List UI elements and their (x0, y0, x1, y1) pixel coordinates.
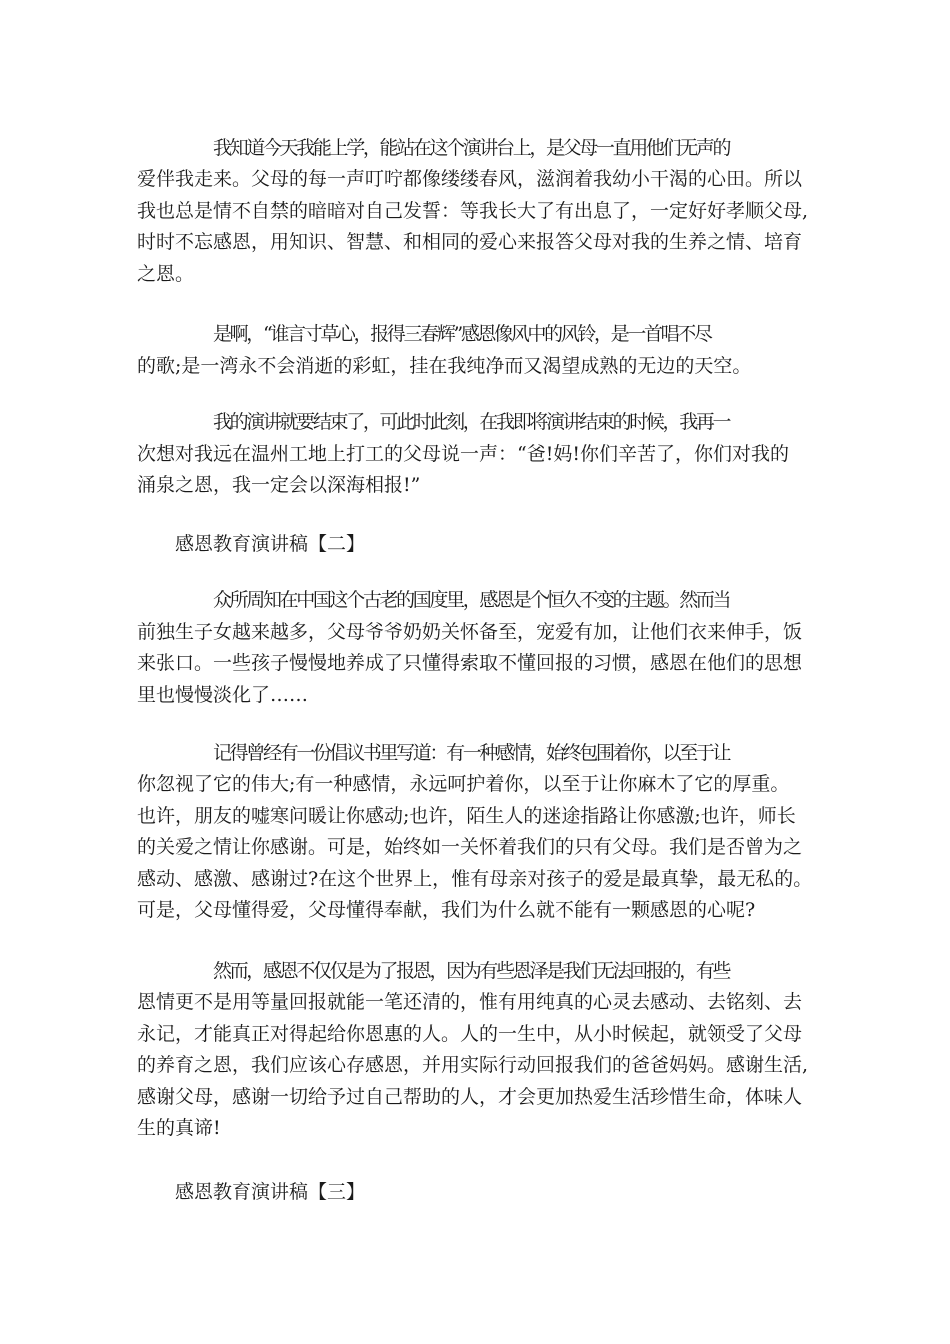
text-line: 感谢父母，感谢一切给予过自己帮助的人，才会更加热爱生活珍惜生命，体味人 (137, 1086, 803, 1108)
text-line: 之恩。 (137, 263, 195, 285)
text-line: 你忽视了它的伟大;有一种感情，永远呵护着你，以至于让你麻木了它的厚重。 (137, 773, 790, 795)
text-line: 里也慢慢淡化了…… (137, 684, 309, 706)
text-line: 恩情更不是用等量回报就能一笔还清的，惟有用纯真的心灵去感动、去铭刻、去 (137, 991, 803, 1013)
section-heading-2: 感恩教育演讲稿【二】 (175, 533, 366, 555)
text-line: 记得曾经有一份倡议书里写道：有一种感情，始终包围着你，以至于让 (213, 742, 730, 764)
text-line: 也许，朋友的嘘寒问暖让你感动;也许，陌生人的迷途指路让你感激;也许，师长 (137, 805, 796, 827)
text-line: 生的真谛! (137, 1117, 221, 1139)
text-line: 的养育之恩，我们应该心存感恩，并用实际行动回报我们的爸爸妈妈。感谢生活, (137, 1054, 809, 1076)
text-line: 是啊，“谁言寸草心，报得三春辉”感恩像风中的风铃，是一首唱不尽 (213, 323, 711, 345)
text-line: 我知道今天我能上学，能站在这个演讲台上，是父母一直用他们无声的 (213, 137, 730, 159)
text-line: 来张口。一些孩子慢慢地养成了只懂得索取不懂回报的习惯，感恩在他们的思想 (137, 652, 803, 674)
text-line: 然而，感恩不仅仅是为了报恩，因为有些恩泽是我们无法回报的，有些 (213, 960, 730, 982)
text-line: 我也总是情不自禁的暗暗对自己发誓：等我长大了有出息了，一定好好孝顺父母, (137, 200, 809, 222)
text-line: 爱伴我走来。父母的每一声叮咛都像缕缕春风，滋润着我幼小干渴的心田。所以 (137, 168, 803, 190)
text-line: 可是，父母懂得爱，父母懂得奉献，我们为什么就不能有一颗感恩的心呢? (137, 899, 756, 921)
text-line: 的关爱之情让你感谢。可是，始终如一关怀着我们的只有父母。我们是否曾为之 (137, 836, 803, 858)
text-line: 感动、感激、感谢过?在这个世界上，惟有母亲对孩子的爱是最真挚，最无私的。 (137, 868, 813, 890)
text-line: 涌泉之恩，我一定会以深海相报!” (137, 474, 421, 496)
text-line: 前独生子女越来越多，父母爷爷奶奶关怀备至，宠爱有加，让他们衣来伸手，饭 (137, 621, 803, 643)
text-line: 时时不忘感恩，用知识、智慧、和相同的爱心来报答父母对我的生养之情、培育 (137, 231, 803, 253)
text-line: 永记，才能真正对得起给你恩惠的人。人的一生中，从小时候起，就领受了父母 (137, 1023, 803, 1045)
text-line: 我的演讲就要结束了，可此时此刻，在我即将演讲结束的时候，我再一 (213, 411, 730, 433)
text-line: 次想对我远在温州工地上打工的父母说一声：“爸!妈!你们辛苦了，你们对我的 (137, 443, 789, 465)
text-line: 众所周知在中国这个古老的国度里，感恩是个恒久不变的主题。然而当 (213, 589, 730, 611)
text-line: 的歌;是一湾永不会消逝的彩虹，挂在我纯净而又渴望成熟的无边的天空。 (137, 355, 752, 377)
section-heading-3: 感恩教育演讲稿【三】 (175, 1181, 366, 1203)
